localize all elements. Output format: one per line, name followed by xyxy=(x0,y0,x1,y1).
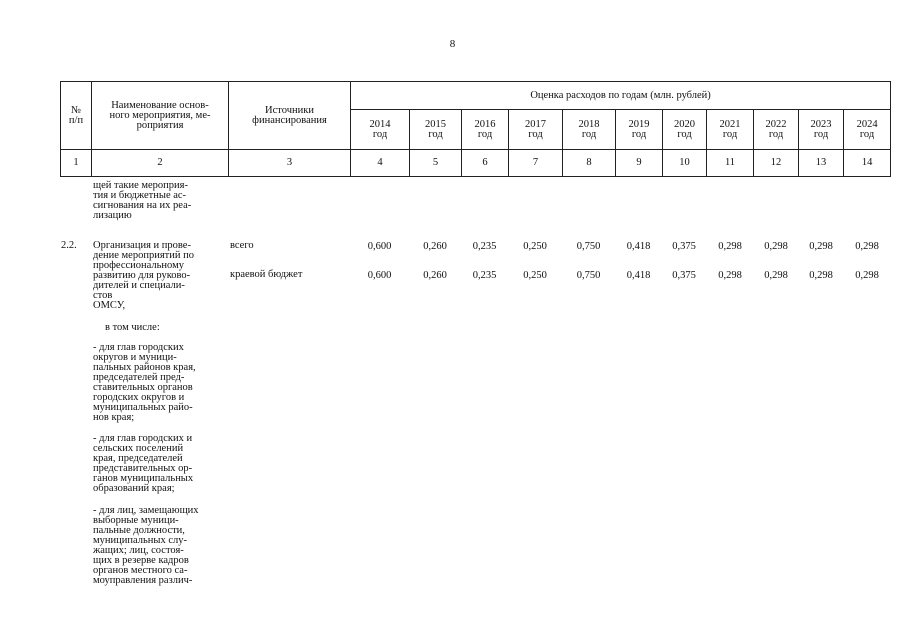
text-line: выборные муници- xyxy=(93,515,179,526)
value-cell: 0,418 xyxy=(626,241,651,252)
value-cell: 0,375 xyxy=(672,241,696,252)
column-number-6: 6 xyxy=(462,150,509,177)
value-cell: 0,298 xyxy=(855,270,879,281)
header-name: Наименование основ- ного мероприятия, ме- роприятия xyxy=(92,82,229,150)
header-year-2014: 2014 год xyxy=(351,110,410,150)
text-line: образований края; xyxy=(93,483,175,494)
header-year-2015: 2015 год xyxy=(410,110,462,150)
text-line: края, председателей xyxy=(93,453,183,464)
column-number-2: 2 xyxy=(92,150,229,177)
header-year-2016: 2016 год xyxy=(462,110,509,150)
row-title xyxy=(93,241,225,311)
value-cell: 0,298 xyxy=(764,241,788,252)
sub-item-3 xyxy=(93,506,225,586)
header-year-2018: 2018 год xyxy=(563,110,616,150)
value-cell: 0,600 xyxy=(367,270,392,281)
text-line: тия и бюджетные ас- xyxy=(93,190,187,201)
text-line: - для лиц, замещающих xyxy=(93,505,199,516)
column-number-11: 11 xyxy=(707,150,754,177)
text-line: моуправления различ- xyxy=(93,575,193,586)
header-year-2020: 2020 год xyxy=(663,110,707,150)
text-line: представительных ор- xyxy=(93,463,193,474)
header-table xyxy=(60,81,891,177)
value-cell: 0,298 xyxy=(764,270,788,281)
text-line: ОМСУ, xyxy=(93,300,126,311)
column-number-12: 12 xyxy=(754,150,799,177)
header-year-2019: 2019 год xyxy=(616,110,663,150)
text-line: органов местного са- xyxy=(93,565,188,576)
continuation-text xyxy=(93,181,225,221)
value-cell: 0,298 xyxy=(809,270,833,281)
column-number-14: 14 xyxy=(844,150,891,177)
header-expenses: Оценка расходов по годам (млн. рублей) xyxy=(351,82,891,110)
text-line: дителей и специали- xyxy=(93,280,185,291)
column-number-10: 10 xyxy=(663,150,707,177)
row-number: 2.2. xyxy=(61,240,77,251)
column-number-4: 4 xyxy=(351,150,410,177)
text-line: муниципальных райо- xyxy=(93,402,193,413)
header-year-2022: 2022 год xyxy=(754,110,799,150)
text-line: щей такие мероприя- xyxy=(93,180,188,191)
value-cell: 0,298 xyxy=(809,241,833,252)
value-cell: 0,750 xyxy=(576,270,601,281)
text-line: сельских поселений xyxy=(93,443,184,454)
value-cell: 0,298 xyxy=(855,241,879,252)
header-year-2017: 2017 год xyxy=(509,110,563,150)
text-line: ганов муниципальных xyxy=(93,473,194,484)
text-line: лизацию xyxy=(93,210,132,221)
header-year-2021: 2021 год xyxy=(707,110,754,150)
text-line: нов края; xyxy=(93,412,135,423)
text-line: стов xyxy=(93,290,113,301)
text-line: сигнования на их реа- xyxy=(93,200,192,211)
text-line: жащих; лиц, состоя- xyxy=(93,545,184,556)
table-body xyxy=(60,178,890,640)
text-line: профессиональному xyxy=(93,260,184,271)
header-year-2023: 2023 год xyxy=(799,110,844,150)
column-number-3: 3 xyxy=(229,150,351,177)
text-line: дение мероприятий по xyxy=(93,250,194,261)
value-cell: 0,750 xyxy=(576,241,601,252)
text-line: городских округов и xyxy=(93,392,185,403)
value-cell: 0,250 xyxy=(523,270,547,281)
value-cell: 0,235 xyxy=(472,241,497,252)
value-cell: 0,298 xyxy=(718,241,742,252)
text-line: председателей пред- xyxy=(93,372,185,383)
value-cell: 0,418 xyxy=(626,270,651,281)
value-cell: 0,260 xyxy=(423,270,447,281)
value-cell: 0,375 xyxy=(672,270,696,281)
header-year-2024: 2024 год xyxy=(844,110,891,150)
sub-item-1 xyxy=(93,343,225,423)
header-num: № п/п xyxy=(61,82,92,150)
value-cell: 0,250 xyxy=(523,241,547,252)
column-number-5: 5 xyxy=(410,150,462,177)
page-number: 8 xyxy=(449,38,456,50)
column-number-7: 7 xyxy=(509,150,563,177)
column-number-8: 8 xyxy=(563,150,616,177)
text-line: муниципальных слу- xyxy=(93,535,187,546)
value-cell: 0,298 xyxy=(718,270,742,281)
source-regional-label: краевой бюджет xyxy=(230,269,303,280)
column-number-9: 9 xyxy=(616,150,663,177)
text-line: - для глав городских и xyxy=(93,433,193,444)
text-line: пальных районов края, xyxy=(93,362,196,373)
text-line: ставительных органов xyxy=(93,382,193,393)
column-number-13: 13 xyxy=(799,150,844,177)
header-sources: Источники финансирования xyxy=(229,82,351,150)
including-label: в том числе: xyxy=(105,322,160,333)
text-line: Организация и прове- xyxy=(93,240,191,251)
text-line: округов и муници- xyxy=(93,352,177,363)
text-line: развитию для руково- xyxy=(93,270,191,281)
source-total-label: всего xyxy=(230,240,254,251)
column-number-1: 1 xyxy=(61,150,92,177)
text-line: щих в резерве кадров xyxy=(93,555,189,566)
value-cell: 0,260 xyxy=(423,241,447,252)
value-cell: 0,600 xyxy=(367,241,392,252)
sub-item-2 xyxy=(93,434,225,494)
value-cell: 0,235 xyxy=(472,270,497,281)
text-line: пальные должности, xyxy=(93,525,185,536)
text-line: - для глав городских xyxy=(93,342,184,353)
